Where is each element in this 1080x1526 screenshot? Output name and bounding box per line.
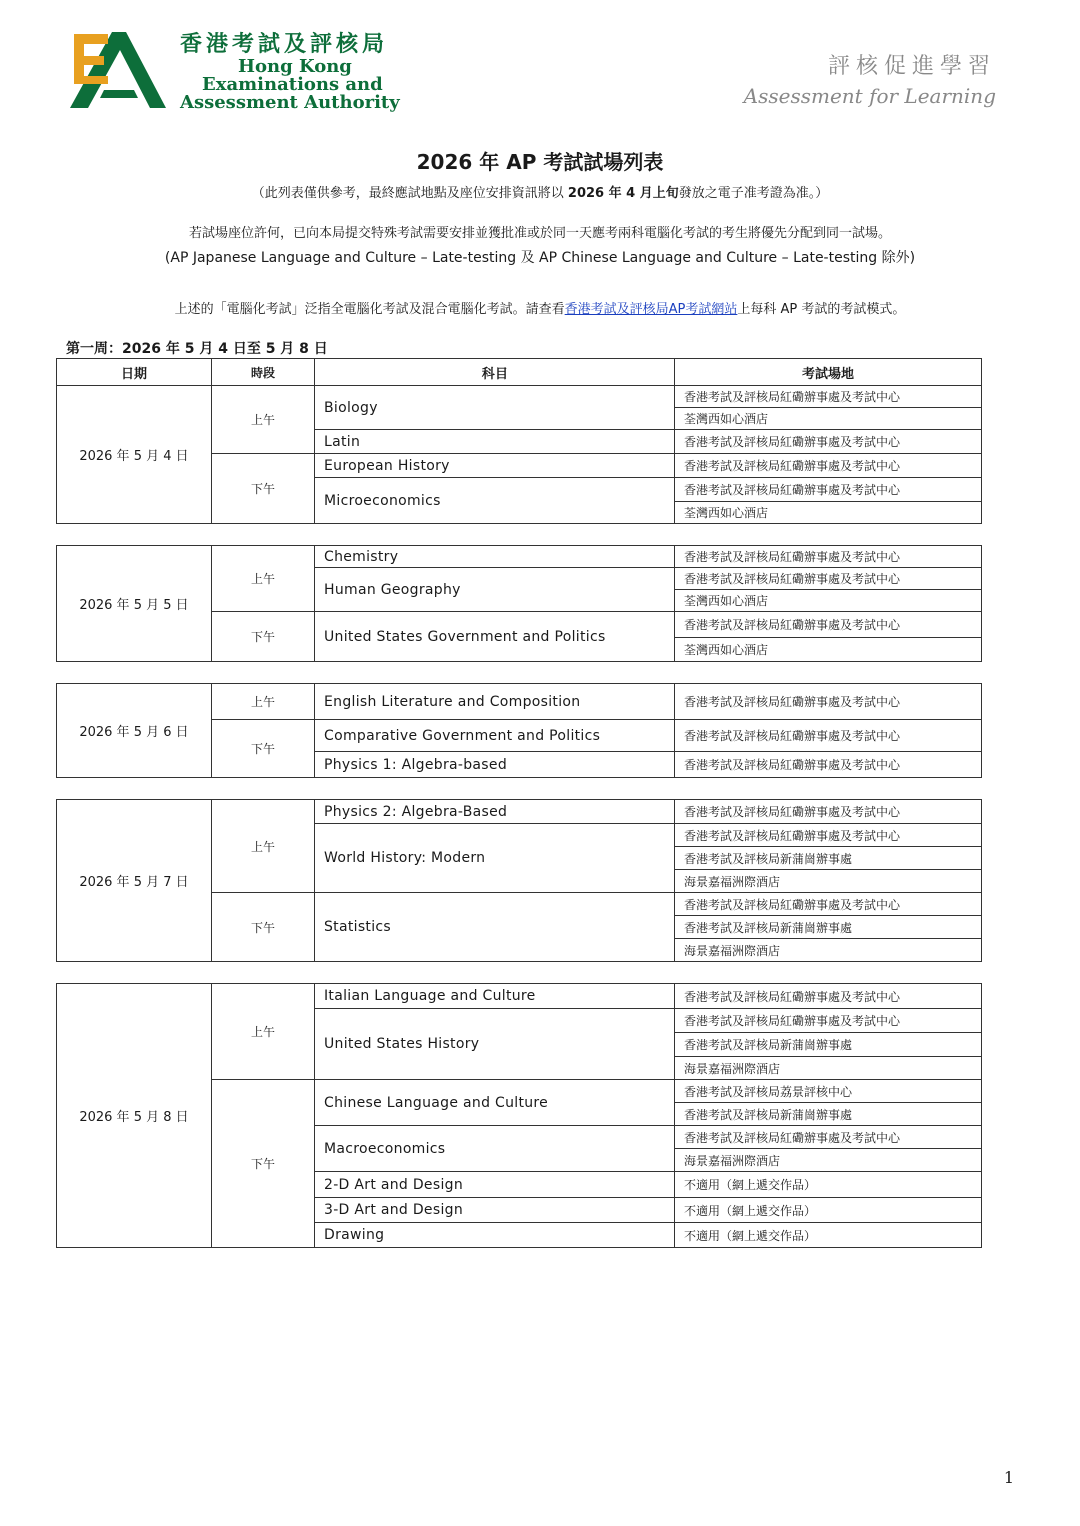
subject-cell: Biology [315, 386, 675, 430]
subject-cell: European History [315, 454, 675, 478]
subject-cell: Statistics [315, 893, 675, 962]
header-session: 時段 [212, 359, 315, 386]
venue-cell: 香港考試及評核局紅磡辦事處及考試中心 [675, 984, 982, 1009]
venue-cell: 香港考試及評核局紅磡辦事處及考試中心 [675, 752, 982, 778]
session-cell: 上午 [212, 984, 315, 1080]
table-row [57, 984, 982, 1009]
venue-cell: 荃灣西如心酒店 [675, 408, 982, 430]
venue-cell: 香港考試及評核局紅磡辦事處及考試中心 [675, 684, 982, 720]
session-cell: 下午 [212, 454, 315, 524]
subject-cell: 2-D Art and Design [315, 1172, 675, 1198]
venue-cell: 香港考試及評核局紅磡辦事處及考試中心 [675, 430, 982, 454]
session-cell: 上午 [212, 684, 315, 720]
date-cell: 2026 年 5 月 8 日 [57, 984, 212, 1248]
subject-cell: Physics 2: Algebra-Based [315, 800, 675, 824]
subject-cell: English Literature and Composition [315, 684, 675, 720]
subject-cell: Drawing [315, 1223, 675, 1248]
venue-cell: 香港考試及評核局紅磡辦事處及考試中心 [675, 893, 982, 916]
venue-cell: 香港考試及評核局紅磡辦事處及考試中心 [675, 824, 982, 847]
table-header-row [57, 359, 982, 386]
date-cell: 2026 年 5 月 4 日 [57, 386, 212, 524]
venue-cell: 香港考試及評核局紅磡辦事處及考試中心 [675, 454, 982, 478]
venue-cell: 不適用（網上遞交作品） [675, 1198, 982, 1223]
hkeaa-logo [68, 30, 168, 110]
venue-cell: 香港考試及評核局紅磡辦事處及考試中心 [675, 478, 982, 502]
day-gap [57, 662, 982, 684]
venue-cell: 香港考試及評核局新蒲崗辦事處 [675, 1033, 982, 1057]
venue-cell: 荃灣西如心酒店 [675, 502, 982, 524]
session-cell: 下午 [212, 720, 315, 778]
date-cell: 2026 年 5 月 7 日 [57, 800, 212, 962]
venue-cell: 香港考試及評核局紅磡辦事處及考試中心 [675, 386, 982, 408]
subject-cell: Italian Language and Culture [315, 984, 675, 1009]
mode-note-pre: 上述的「電腦化考試」泛指全電腦化考試及混合電腦化考試。請查看 [174, 302, 565, 317]
afl-en: Assessment for Learning [743, 84, 996, 108]
session-cell: 下午 [212, 612, 315, 662]
venue-cell: 香港考試及評核局紅磡辦事處及考試中心 [675, 1009, 982, 1033]
table-row [57, 546, 982, 568]
venue-cell: 香港考試及評核局新蒲崗辦事處 [675, 916, 982, 939]
week-label: 第一周：2026 年 5 月 4 日至 5 月 8 日 [66, 341, 328, 357]
subject-cell: Chinese Language and Culture [315, 1080, 675, 1126]
venue-cell: 香港考試及評核局紅磡辦事處及考試中心 [675, 568, 982, 590]
venue-cell: 荃灣西如心酒店 [675, 638, 982, 662]
org-name-zh: 香港考試及評核局 [180, 31, 389, 57]
venue-cell: 香港考試及評核局紅磡辦事處及考試中心 [675, 612, 982, 638]
day-gap [57, 962, 982, 984]
venue-cell: 香港考試及評核局紅磡辦事處及考試中心 [675, 1126, 982, 1149]
hkeaa-ap-website-link[interactable]: 香港考試及評核局AP考試網站 [564, 302, 738, 317]
header-date: 日期 [57, 359, 212, 386]
subject-cell: 3-D Art and Design [315, 1198, 675, 1223]
subject-cell: Microeconomics [315, 478, 675, 524]
table-row [57, 386, 982, 408]
venue-cell: 香港考試及評核局新蒲崗辦事處 [675, 1103, 982, 1126]
subject-cell: Comparative Government and Politics [315, 720, 675, 752]
subtitle-post: 發放之電子准考證為准。） [678, 186, 829, 201]
subject-cell: World History: Modern [315, 824, 675, 893]
org-name [180, 30, 420, 112]
date-cell: 2026 年 5 月 5 日 [57, 546, 212, 662]
venue-cell: 海景嘉福洲際酒店 [675, 939, 982, 962]
subtitle-pre: （此列表僅供參考，最終應試地點及座位安排資訊將以 [251, 186, 568, 201]
subtitle-bold: 2026 年 4 月上旬 [567, 186, 679, 201]
org-name-en-line2: Examinations and [202, 74, 383, 95]
venue-cell: 荃灣西如心酒店 [675, 590, 982, 612]
venue-cell: 香港考試及評核局新蒲崗辦事處 [675, 847, 982, 870]
mode-note-post: 上每科 AP 考試的考試模式。 [737, 302, 906, 317]
venue-cell: 香港考試及評核局紅磡辦事處及考試中心 [675, 800, 982, 824]
exception-note: (AP Japanese Language and Culture – Late-testing 及 AP Chinese Language and Culture – Late-testing 除外) [164, 250, 916, 266]
subject-cell: United States History [315, 1009, 675, 1080]
session-cell: 上午 [212, 386, 315, 454]
org-name-en-line1: Hong Kong [238, 56, 352, 77]
header-subject: 科目 [315, 359, 675, 386]
afl-zh: 評核促進學習 [827, 54, 996, 79]
subject-cell: Latin [315, 430, 675, 454]
session-cell: 上午 [212, 546, 315, 612]
day-gap [57, 778, 982, 800]
subject-cell: Macroeconomics [315, 1126, 675, 1172]
session-cell: 下午 [212, 893, 315, 962]
venue-cell: 海景嘉福洲際酒店 [675, 1149, 982, 1172]
venue-cell: 海景嘉福洲際酒店 [675, 1057, 982, 1080]
session-cell: 上午 [212, 800, 315, 893]
subject-cell: Human Geography [315, 568, 675, 612]
venue-cell: 海景嘉福洲際酒店 [675, 870, 982, 893]
priority-note: 若試場座位許何，已向本局提交特殊考試需要安排並獲批准或於同一天應考兩科電腦化考試的考生將優先分配到同一試場。 [188, 226, 891, 241]
subject-cell: Chemistry [315, 546, 675, 568]
venue-cell: 香港考試及評核局紅磡辦事處及考試中心 [675, 546, 982, 568]
venue-cell: 香港考試及評核局紅磡辦事處及考試中心 [675, 720, 982, 752]
header-venue: 考試場地 [675, 359, 982, 386]
venue-cell: 不適用（網上遞交作品） [675, 1172, 982, 1198]
venue-cell: 不適用（網上遞交作品） [675, 1223, 982, 1248]
assessment-for-learning-mark [744, 52, 996, 110]
page-title: 2026 年 AP 考試試場列表 [416, 150, 664, 174]
table-row [57, 684, 982, 720]
session-cell: 下午 [212, 1080, 315, 1248]
subject-cell: Physics 1: Algebra-based [315, 752, 675, 778]
page-number: 1 [1003, 1468, 1014, 1487]
exam-venue-table [56, 358, 982, 1248]
subtitle [0, 182, 1080, 201]
venue-cell: 香港考試及評核局荔景評核中心 [675, 1080, 982, 1103]
org-name-en-line3: Assessment Authority [180, 92, 400, 113]
mode-note [0, 298, 1080, 317]
day-gap [57, 524, 982, 546]
subject-cell: United States Government and Politics [315, 612, 675, 662]
date-cell: 2026 年 5 月 6 日 [57, 684, 212, 778]
table-row [57, 800, 982, 824]
